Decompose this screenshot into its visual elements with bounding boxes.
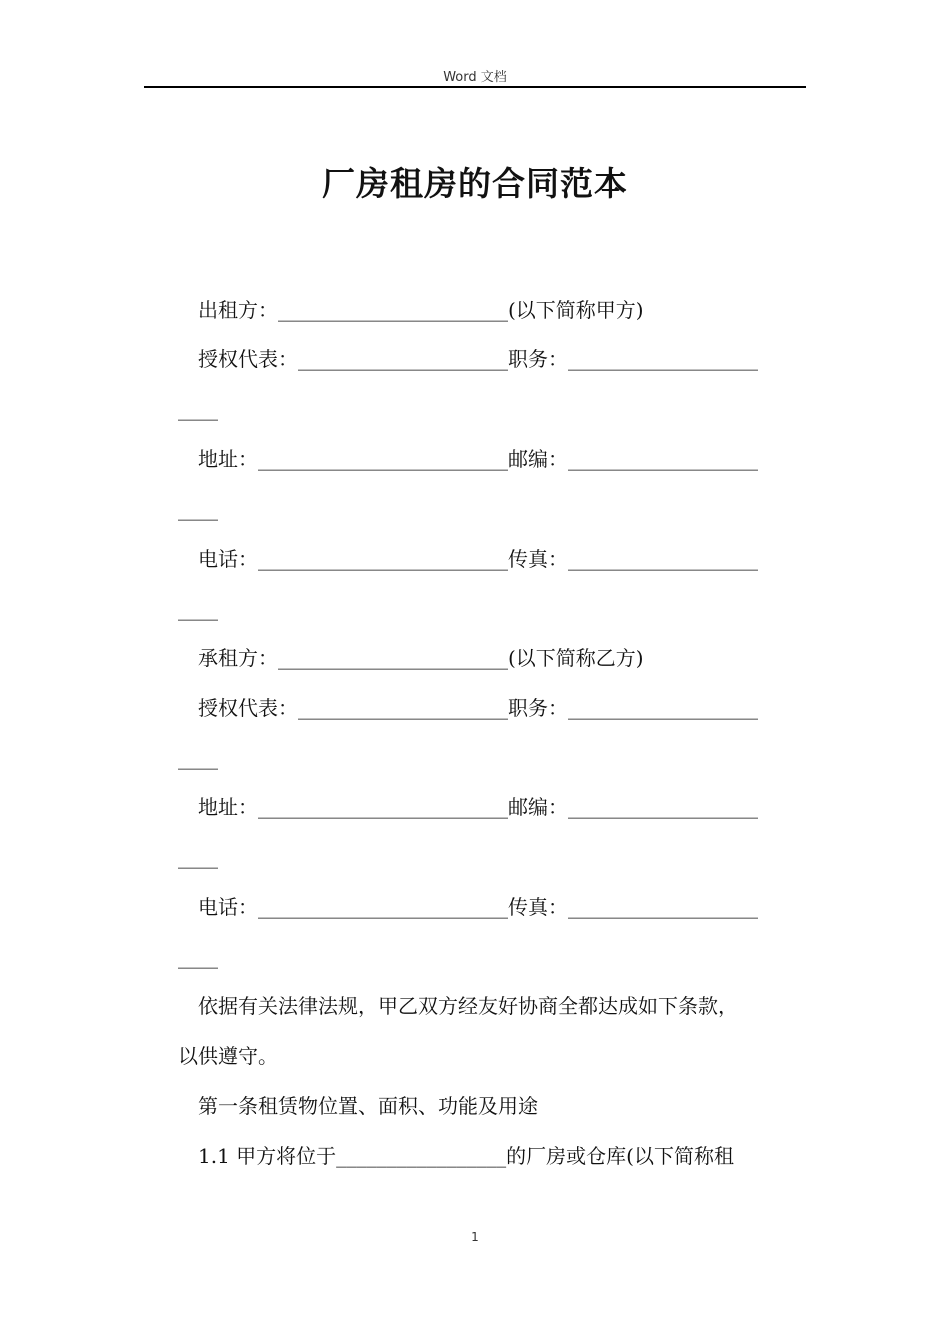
- continuation-line: ____: [178, 497, 218, 521]
- article-one-heading: 第一条租赁物位置、面积、功能及用途: [198, 1094, 538, 1118]
- preamble-continuation: 以供遵守。: [178, 1044, 278, 1068]
- page-number: 1: [471, 1230, 479, 1244]
- continuation-line: ____: [178, 845, 218, 869]
- lessor-phone-line: 电话：_________________________传真：___________________: [198, 547, 758, 571]
- continuation-line: ____: [178, 397, 218, 421]
- continuation-line: ____: [178, 746, 218, 770]
- lessee-phone-line: 电话：_________________________传真：___________________: [198, 895, 758, 919]
- lessor-line: 出租方：_______________________(以下简称甲方): [198, 298, 644, 322]
- header-rule: [144, 86, 806, 88]
- preamble-line: 依据有关法律法规，甲乙双方经友好协商全都达成如下条款，: [198, 994, 738, 1018]
- lessor-address-line: 地址：_________________________邮编：___________________: [198, 447, 758, 471]
- lessee-representative-line: 授权代表：_____________________职务：___________________: [198, 696, 758, 720]
- continuation-line: ____: [178, 945, 218, 969]
- lessee-address-line: 地址：_________________________邮编：___________________: [198, 795, 758, 819]
- continuation-line: ____: [178, 597, 218, 621]
- page-header: Word 文档: [443, 70, 507, 85]
- lessor-representative-line: 授权代表：_____________________职务：___________________: [198, 347, 758, 371]
- clause-1-1: 1.1 甲方将位于_________________的厂房或仓库(以下简称租: [198, 1144, 734, 1168]
- document-title: 厂房租房的合同范本: [322, 164, 628, 203]
- lessee-line: 承租方：_______________________(以下简称乙方): [198, 646, 644, 670]
